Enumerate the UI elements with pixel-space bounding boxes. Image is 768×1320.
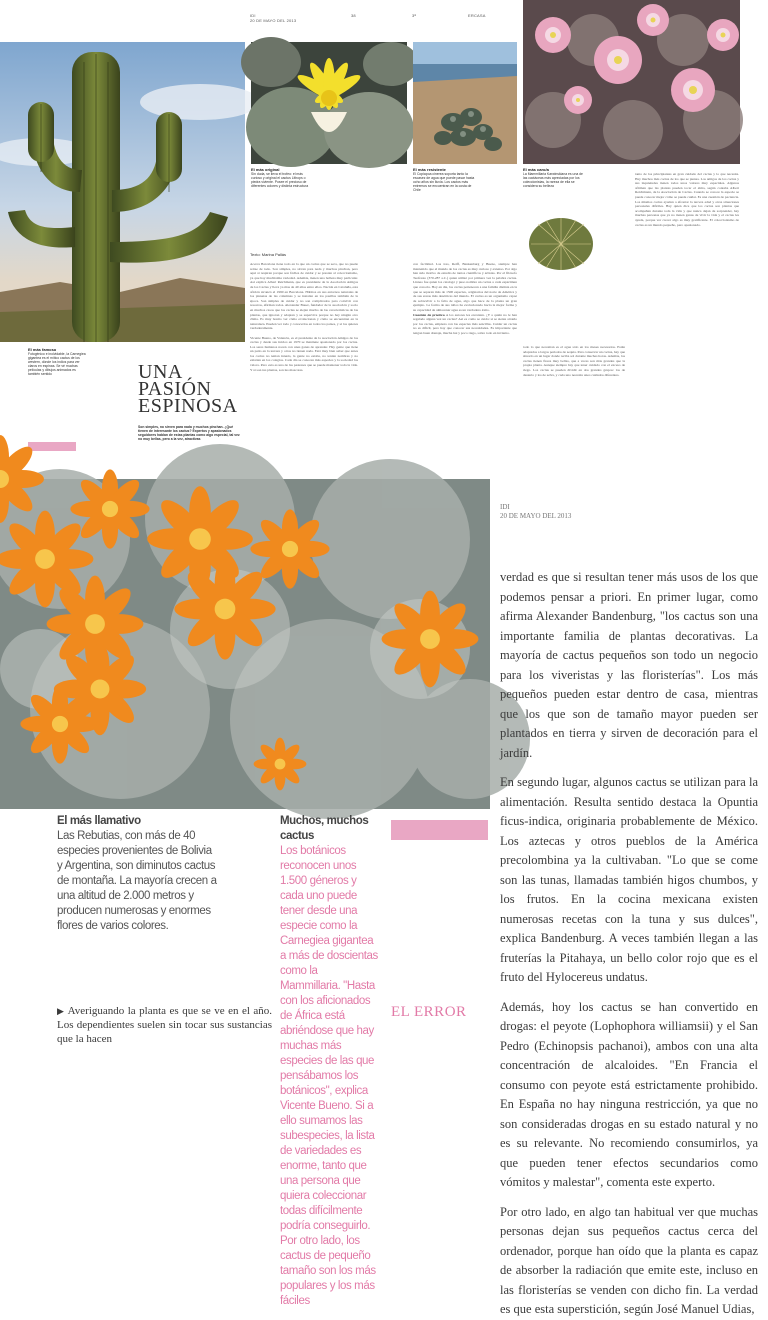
caption-title: El más original (251, 167, 280, 172)
caption-text: El Copiapoa cinerea soporta tanto la escasez de agua que puede pasar hasta ocho años sin lluvia. Los cactos más extremos se encuentran en la costa de Chile (413, 172, 475, 192)
headline (138, 361, 238, 417)
paragraph: En segundo lugar, algunos cactus se utilizan para la alimentación. Resulta sentido destaca la Opuntia ficus-indica, originaria probablemente de México. Los aztecas y otros pueblos de la América precolombina ya la cultivaban. "Lo que se come son las tunas, llamadas también higos chumbos, y los frutos. En la cocina mexicana existen numerosas recetas con la tuna y sus dulces", explica Bandenburg. A veces también llegan a las fruterías la Pitahaya, un bello color rojo que es el fruto del Hylocereus undatus. (500, 775, 758, 984)
article-column-4 (635, 172, 739, 456)
column-text: A los autores les encantan. ¿Y a quién no le han regalado alguna vez un cactus? Así es como se cuida: si se siente atraído por los cactus, empieza con las especies más sencillas. Cuidar un cactus no es difícil, pero hay que conocer sus necesidades. Es importante que tengan buen drenaje, mucha luz y poco riego, sobre todo en invierno. (413, 312, 517, 335)
round-cactus-photo (526, 210, 596, 270)
byline: Texto: Marina Pallás (250, 252, 287, 257)
headline-line: ESPINOSA (138, 395, 238, 417)
column-text: todo lo que necesitan es el agua sólo en los meses necesarios. Están adaptados a largos periodos de sequía. Para conservar un cactus, hay que situarlo en un lugar donde reciba sol durante muchas horas. Además, los cactus tienen flores muy bellas, que a veces son más grandes que la propia planta. Aunque siempre hay que tener cuidado con el exceso de riego. Los cactus se pueden dividir en dos grandes grupos: los de desierto y los de selva, y cada uno necesita unos cuidados diferentes. (523, 345, 625, 377)
pink-accent-block (391, 820, 488, 840)
caption-text: Las Rebutias, con más de 40 especies provenientes de Bolivia y Argentina, son diminutos cactus de montaña. La mayoría crecen a una altitud de 2.000 metros y producen numerosas y enormes flores de varios colores. (57, 830, 217, 932)
coast-caption (413, 167, 475, 192)
deck: Son simples, no sirven para nada y muchos pinchan. ¿Qué tienen de interesante los cactus? Expertos y apasionados seguidores hablan de estas plantas como algo especial, tal vez no muy bellas, pero a la vez, atractivas (138, 425, 240, 441)
column-subheading: Cuestión de práctica (413, 312, 445, 317)
caption-title: Muchos, muchos cactus (280, 815, 369, 842)
paragraph: verdad es que si resultan tener más usos de los que podemos pensar a priori. En primer lugar, como afirma Alexander Bandenburg, "los cactus son una importante familia de plantas decorativas. La mayoría de cactus pequeños son todo un negocio para los viveristas y las floristerías". Los más pequeños pueden estar dentro de casa, mientras que los que son de tamaño mayor pueden ser plantados en tierra y sirven de decoración para el jardín. (500, 570, 758, 760)
header-page-number: 38 (351, 13, 356, 18)
header-folio: IDI (250, 13, 256, 18)
caption-text: La Mammillaria Karwinskiana es una de las cactáceas más apreciadas por los coleccionistas, la rareza de ella se considera su belleza (523, 172, 583, 188)
column-text: con facilidad. Las tres, Reiff, Bankenburg y Bueno, siempre han mantenido que el mundo de los cactus es muy curioso y extenso. Por algo han sido motivo de estudio de tantos científicos y artistas. Por el filósofo Teofrasto (370-287 a.C.) quien utilizó por primera vez la palabra cactus. Linneo fue quien los catalogó y puso nombre un cactus a cada espécimen que conocía. Hoy en día, los cactus pertenecen a una familia distinta en la que se separan más de 1500 especies, originarios del norte de América y de sus zonas más desérticas del mundo. El cactus es un organismo capaz de sobrevivir a la falta de agua, algo que hace de la planta un gran ejemplo. La forma de sus tallos ha evolucionado hacia la mejor forma y su capacidad de almacenar agua es un verdadero éxito. (413, 262, 517, 312)
headline-line: UNA (138, 361, 183, 383)
lower-folio: IDI (500, 503, 510, 511)
paragraph: Averiguando la planta es que se ve en el año. Los dependientes suelen sin tocar sus sustancias que la hacen (57, 1005, 272, 1045)
caption-title: El más caro/a (523, 167, 549, 172)
orange-rebutia-photo (0, 479, 490, 809)
lithops-caption (251, 167, 313, 188)
header-edition: 3ª (412, 13, 417, 18)
caption-text: Fotogénico e inolvidable, la Carnegiea gigantea es el mítico cactus de los western, dónde los indios para ver claros en espinas. Se vé muchas películas y dibujos animados es también sentido (28, 352, 86, 376)
lithops-flower-photo (251, 42, 407, 164)
lower-article-body (500, 568, 758, 1316)
many-cactus-caption (280, 814, 378, 1307)
caption-text: Los botánicos reconocen unos 1.500 géneros y cada uno puede tener desde una especie como la Carnegiea gigantea a más de doscientas como la Mammillaria. "Hasta con los aficionados de África está abriéndose que hay muchas más especies de las que pensábamos los botánicos", explica Vicente Bueno. Si a ello sumamos las subespecies, la lista de variedades es enorme, tanto que una persona que quiera coleccionar todas difícilmente podría conseguirlo. Por otro lado, los cactus de pequeño tamaño son los más populares y los más fáciles (280, 845, 378, 1307)
lower-date: 20 DE MAYO DEL 2013 (500, 512, 572, 520)
saguaro-photo (0, 42, 245, 342)
pink-caption (523, 167, 585, 188)
error-heading: EL ERROR (391, 1004, 467, 1020)
saguaro-caption (28, 347, 88, 376)
caption-title: El más resistente (413, 167, 446, 172)
column-text: tanto de los principiantes en gran cuidado del cactus y lo que necesita. Hay muchos más cactus de los que se piensa. Los amigos de los cactus y sus inquietudes tienen todos unos valores muy especiales. Algunos afirman que las plantas pueden tocar el alma, según contaba Albert Reichmann, de la Asociación de Cactus. Cuando se conoce la especie se puede conocer mejor cómo se puede cuidar. Es una cuestión de paciencia. Los mismos cactus ayudan a afrontar la tercera edad y otras situaciones personales difíciles. Hay quien dice que los cactus son plantas que acompañan durante toda la vida y que nunca dejan de sorprender, hay muchas personas que ya no tienen ganas de vivir la vida y el cactus les ayuda, porque ver crecer algo es muy gratificante. El coleccionismo de cactus es un mundo pequeño, pero apasionado. (635, 172, 739, 227)
lower-left-text (57, 1004, 272, 1045)
caption-title: El más llamativo (57, 815, 141, 827)
paragraph: Además, hoy los cactus se han convertido en drogas: el peyote (Lophophora williamsii) y el San Pedro (Echinopsis pachanoi), ambos con una alta concentración de alcaloides. "En Francia el consumo con peyote está estrictamente prohibido. En España no hay ninguna restricción, ya que no son consideradas drogas en su estado natural y no es su relevante. No recomiendo consumirlos, ya que pueden tener efectos secundarios como vómitos y malestar", comenta este experto. (500, 999, 758, 1189)
triangle-bullet-icon: ▶ (57, 1006, 68, 1016)
headline-line: PASIÓN (138, 378, 212, 400)
coastal-cactus-photo (413, 42, 517, 164)
article-column-3 (523, 345, 625, 456)
caption-text: Sin duda, se lleva el trofeo: el más curioso y original el cactus Lithops o piedra viviente. Posee el precioso de diferentes colores y distinta estructura (251, 172, 309, 188)
rebutia-caption (57, 814, 217, 934)
header-date: 20 DE MAYO DEL 2013 (250, 18, 297, 23)
column-text: Acerca Barcelona tiene todo en la que un cactus que se seca, que no puede reírse de todo. Son simples, no sirven para nada y muchos pinchan, pero aquí sí respiran porque son fáciles de cuidar y se prestan al coleccionismo, ya que hay muchísima variedad. Además, tienen una belleza muy particular. Así explica Albert Reichmann, que es presidente de la Asociación Amigos de los Cactus y lleva ya mas de 40 años entre ellos. Nacida en Cataluña, esta afición alcanzó el 1990 en Barcelona. Hábitos en sus entornos naturales de los planetas de las columnas y se instalan en los pasillos también de la época. Son simples de cuidar y no son complicados para convivir con nosotros, afirman todos. Alexander Bauer, fundador de la asociación y socio en muchos casos que los cactus se alejan mucho de las características de las plantas, que ignoran y adaptan y se supervive porque no hay ningún otro clima. Es muy bonito ver cómo evolucionan y cómo se encuentran en la naturaleza. Pueden ver todo y conocerlos en todos los países, y si los quieres verdaderamente. (250, 262, 358, 331)
pink-mammillaria-photo (523, 0, 740, 164)
header-section: ERCASA (468, 13, 486, 18)
paragraph: Por otro lado, en algo tan habitual ver que muchas personas dejan sus pequeños cactus cerca del ordenador, porque han oído que la planta es capaz de absorber la radiación que emite este, incluso en las floristerías se venden con dicho fin. La verdad es que esta superstición, según José Manuel Udias, (500, 1204, 758, 1316)
caption-title: El más famoso (28, 347, 57, 352)
article-column-2 (413, 262, 517, 456)
article-column-1 (250, 262, 358, 456)
column-text: Vicente Bueno, de Valencia, es el presidente de la asociación Amigos de los cactus y desde sus inicios en 1970 se mantiene apasionado por los cactus. Los seres humanos nacen con unas ganas de aprender. Hay gente que tiene un patio en la terraza y otros no tienen nada. Está muy bien saber que antes los cactus no tenían interés, la gente no estaba, no tenían nombres y no existían en los colegios. Cada día se conocen más especies y la sociedad los valora. Pero esta es una de las pasiones que se puede mantener toda la vida. Y si son tus plantas, son tus mascotas. (250, 335, 358, 372)
pink-accent-bar (28, 442, 76, 451)
